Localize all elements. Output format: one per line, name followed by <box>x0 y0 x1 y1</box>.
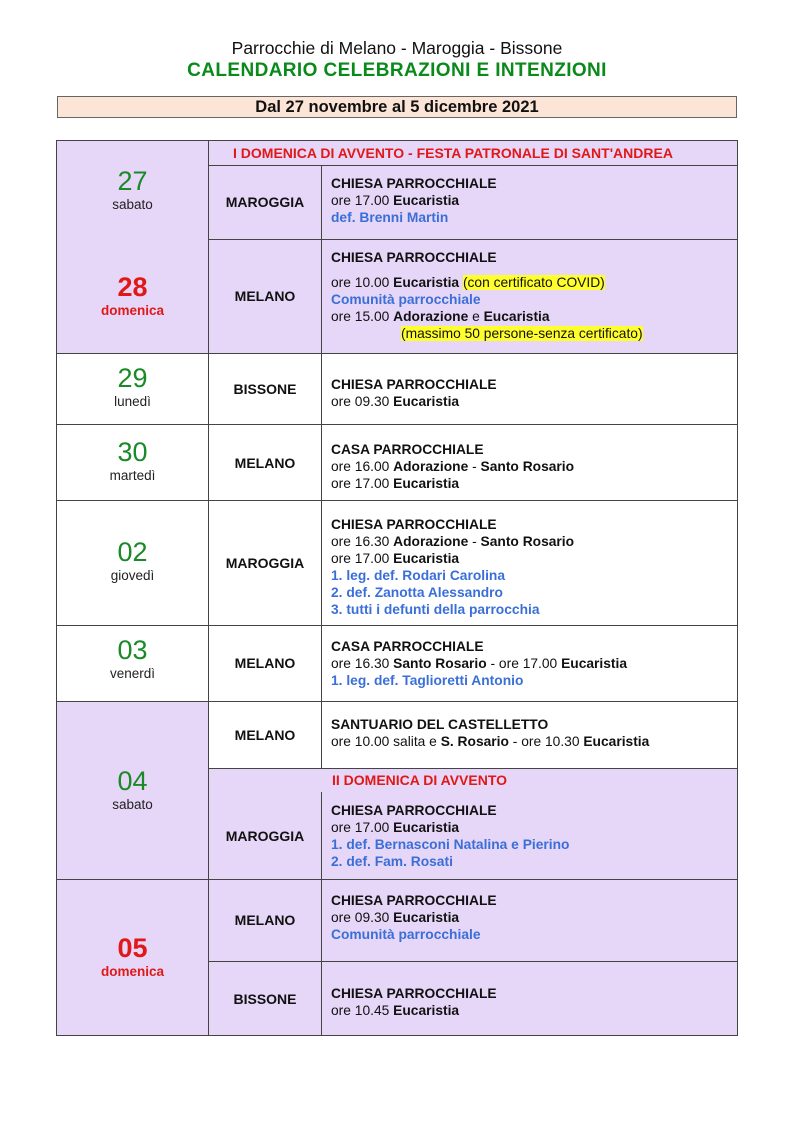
event-text: ore 16.30 <box>331 534 394 549</box>
table-divider <box>57 353 738 354</box>
event-text: CHIESA PARROCCHIALE <box>331 803 497 818</box>
event-line <box>331 1002 497 1019</box>
event-line <box>331 550 574 567</box>
place-label: MAROGGIA <box>225 828 305 844</box>
table-divider <box>209 165 738 166</box>
table-divider <box>209 239 738 240</box>
event-text: e <box>468 309 484 324</box>
event-line <box>331 601 574 618</box>
place-label: MAROGGIA <box>225 194 305 210</box>
event-text: CHIESA PARROCCHIALE <box>331 517 497 532</box>
event-text: ore 09.30 <box>331 910 394 925</box>
place-label: MELANO <box>234 727 296 743</box>
event-text: CHIESA PARROCCHIALE <box>331 986 497 1001</box>
calendar-title: CALENDARIO CELEBRAZIONI E INTENZIONI <box>187 60 607 81</box>
table-divider <box>209 768 738 769</box>
table-divider <box>208 140 209 1036</box>
event-line <box>331 175 497 192</box>
events-block <box>331 638 627 689</box>
events-block <box>331 376 497 410</box>
parishes-header: Parrocchie di Melano - Maroggia - Bissone <box>231 38 563 58</box>
event-line <box>331 458 574 475</box>
day-number: 28 <box>117 272 148 302</box>
weekday: domenica <box>100 303 165 318</box>
event-text: - ore 17.00 <box>486 656 562 671</box>
table-border <box>57 140 738 141</box>
event-line <box>331 376 497 393</box>
events-block <box>331 249 643 342</box>
day-number: 29 <box>117 363 148 393</box>
date-range-banner: Dal 27 novembre al 5 dicembre 2021 <box>57 96 737 118</box>
event-text: 1. def. Bernasconi Natalina e Pierino <box>331 837 570 852</box>
event-line <box>331 909 497 926</box>
event-line <box>331 638 627 655</box>
place-label: MELANO <box>234 655 296 671</box>
place-label: MAROGGIA <box>225 555 305 571</box>
event-text: 2. def. Fam. Rosati <box>331 854 453 869</box>
event-text: Eucaristia <box>393 275 460 290</box>
event-line <box>331 892 497 909</box>
event-text: Adorazione <box>393 534 469 549</box>
day-04 <box>57 766 208 814</box>
day-number: 05 <box>117 933 148 963</box>
place-label: MELANO <box>234 288 296 304</box>
event-text: ore 17.00 <box>331 193 394 208</box>
table-divider <box>57 424 738 425</box>
event-line <box>331 325 643 342</box>
place-cell <box>209 880 321 1035</box>
event-text: Santo Rosario <box>480 534 575 549</box>
events-block <box>331 516 574 618</box>
event-text: ore 16.30 <box>331 656 394 671</box>
event-line <box>331 802 569 819</box>
event-text: Eucaristia <box>561 656 628 671</box>
event-text: Adorazione <box>393 309 469 324</box>
event-text: - <box>468 459 481 474</box>
day-27 <box>57 166 208 214</box>
event-line <box>331 274 643 291</box>
event-line <box>331 516 574 533</box>
event-line <box>331 819 569 836</box>
event-line <box>331 584 574 601</box>
weekday: martedì <box>109 468 156 483</box>
table-divider <box>57 879 738 880</box>
event-text: ore 15.00 <box>331 309 394 324</box>
event-text: (massimo 50 persone-senza certificato) <box>401 326 643 341</box>
event-text: CHIESA PARROCCHIALE <box>331 377 497 392</box>
day-28 <box>57 272 208 320</box>
event-text: Eucaristia <box>393 551 460 566</box>
event-text: Santo Rosario <box>393 656 487 671</box>
events-block <box>331 892 497 943</box>
event-text: Eucaristia <box>393 820 460 835</box>
event-line <box>331 308 643 325</box>
day-03 <box>57 635 208 683</box>
event-line <box>331 853 569 870</box>
event-text: Eucaristia <box>393 1003 460 1018</box>
event-line <box>331 533 574 550</box>
day-number: 30 <box>117 437 148 467</box>
second-advent-banner: II DOMENICA DI AVVENTO <box>332 772 508 788</box>
event-text: ore 09.30 <box>331 394 394 409</box>
event-line <box>331 716 649 733</box>
event-text: CHIESA PARROCCHIALE <box>331 250 497 265</box>
event-line <box>331 672 627 689</box>
weekday: giovedì <box>110 568 155 583</box>
event-text: 2. def. Zanotta Alessandro <box>331 585 503 600</box>
table-divider <box>321 792 322 1036</box>
table-divider <box>57 625 738 626</box>
day-number: 02 <box>117 537 148 567</box>
event-text: - <box>468 534 481 549</box>
event-text: (con certificato COVID) <box>462 275 605 290</box>
weekday: venerdì <box>109 666 156 681</box>
event-text: SANTUARIO DEL CASTELLETTO <box>331 717 549 732</box>
event-line <box>331 655 627 672</box>
day-number: 03 <box>117 635 148 665</box>
event-text: Eucaristia <box>393 476 460 491</box>
place-label: BISSONE <box>233 991 297 1007</box>
weekday: lunedì <box>114 394 151 409</box>
event-text: Eucaristia <box>393 193 460 208</box>
table-divider <box>57 500 738 501</box>
event-text: def. Brenni Martin <box>331 210 449 225</box>
place-label: MELANO <box>234 455 296 471</box>
event-text: 1. leg. def. Rodari Carolina <box>331 568 506 583</box>
day-29 <box>57 363 208 411</box>
day-30 <box>57 437 208 485</box>
event-text: Eucaristia <box>583 734 650 749</box>
event-text: S. Rosario <box>440 734 509 749</box>
table-divider <box>57 701 738 702</box>
place-label: BISSONE <box>233 381 297 397</box>
event-line <box>331 926 497 943</box>
event-text: ore 10.45 <box>331 1003 394 1018</box>
weekday: sabato <box>112 797 153 812</box>
day-number: 04 <box>117 766 148 796</box>
event-text: ore 17.00 <box>331 551 394 566</box>
event-line <box>331 291 643 308</box>
weekday: domenica <box>100 964 165 979</box>
event-text: CHIESA PARROCCHIALE <box>331 176 497 191</box>
event-line <box>331 733 649 750</box>
event-text: ore 10.00 <box>331 275 394 290</box>
first-advent-banner: I DOMENICA DI AVVENTO - FESTA PATRONALE DI SANT'ANDREA <box>233 145 673 161</box>
event-text: Adorazione <box>393 459 469 474</box>
event-text: 1. leg. def. Taglioretti Antonio <box>331 673 524 688</box>
event-text: ore 17.00 <box>331 476 394 491</box>
event-line <box>331 985 497 1002</box>
event-text: CASA PARROCCHIALE <box>331 442 484 457</box>
weekday: sabato <box>112 197 153 212</box>
event-text: 3. tutti i defunti della parrocchia <box>331 602 540 617</box>
event-line <box>331 441 574 458</box>
place-label: MELANO <box>234 912 296 928</box>
table-divider <box>209 961 738 962</box>
event-text: Eucaristia <box>393 910 460 925</box>
events-block <box>331 985 497 1019</box>
day-02 <box>57 537 208 585</box>
event-line <box>331 836 569 853</box>
event-text: Eucaristia <box>483 309 550 324</box>
event-text: ore 10.00 salita e <box>331 734 441 749</box>
event-text: CASA PARROCCHIALE <box>331 639 484 654</box>
event-line <box>331 249 643 266</box>
events-block <box>331 716 649 750</box>
event-text: ore 16.00 <box>331 459 394 474</box>
table-divider <box>321 165 322 768</box>
event-text: Eucaristia <box>393 394 460 409</box>
event-line <box>331 393 497 410</box>
event-text: Comunità parrocchiale <box>331 927 481 942</box>
day-number: 27 <box>117 166 148 196</box>
event-text: - ore 10.30 <box>508 734 584 749</box>
event-text: ore 17.00 <box>331 820 394 835</box>
event-text: Comunità parrocchiale <box>331 292 481 307</box>
event-text: Santo Rosario <box>480 459 575 474</box>
table-border <box>737 140 738 1036</box>
day-05 <box>57 933 208 981</box>
event-line <box>331 192 497 209</box>
event-line <box>331 209 497 226</box>
table-border <box>57 1035 738 1036</box>
event-line <box>331 567 574 584</box>
event-line <box>331 475 574 492</box>
events-block <box>331 175 497 226</box>
events-block <box>331 441 574 492</box>
events-block <box>331 802 569 870</box>
event-text: CHIESA PARROCCHIALE <box>331 893 497 908</box>
